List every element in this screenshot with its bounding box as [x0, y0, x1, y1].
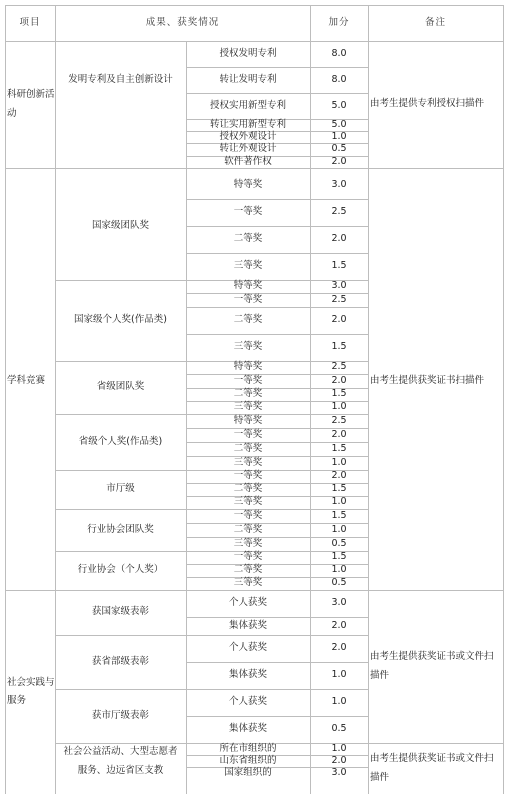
score-value	[310, 617, 368, 635]
group-name	[55, 689, 186, 743]
column-line	[55, 5, 56, 794]
score-value-text: 1.5	[331, 442, 347, 454]
score-value-text: 2.5	[331, 414, 347, 426]
award-label-text: 转让实用新型专利	[209, 118, 286, 130]
award-label-text: 二等奖	[233, 564, 263, 576]
award-label-text: 二等奖	[233, 233, 263, 245]
award-label-text: 三等奖	[233, 456, 263, 468]
award-label-text: 二等奖	[233, 314, 263, 326]
group-name	[55, 509, 186, 551]
note-divider	[368, 743, 503, 744]
score-value-text: 2.5	[331, 206, 347, 218]
award-label-text: 一等奖	[233, 293, 263, 305]
award-label	[186, 767, 310, 780]
group-name-text: 省级个人奖(作品类)	[78, 435, 163, 447]
group-name	[55, 635, 186, 689]
column-line	[310, 5, 311, 794]
score-value	[310, 199, 368, 226]
award-label-text: 三等奖	[233, 537, 263, 549]
score-value-text: 1.5	[331, 551, 347, 563]
award-label-text: 国家组织的	[224, 767, 272, 779]
group-name-text: 社会公益活动、大型志愿者服务、边远省区支教	[63, 746, 178, 776]
award-label	[186, 577, 310, 590]
note-text-text: 由考生提供专利授权扫描件	[370, 98, 485, 110]
note-text-text: 由考生提供获奖证书或文件扫描件	[370, 651, 494, 681]
score-value-text: 1.0	[331, 669, 347, 681]
award-label-text: 特等奖	[233, 179, 263, 191]
score-value	[310, 662, 368, 689]
award-label-text: 个人获奖	[228, 597, 267, 609]
award-label	[186, 156, 310, 168]
award-label-text: 特等奖	[233, 414, 263, 426]
score-value-text: 1.0	[331, 130, 347, 142]
group-name-text: 发明专利及自主创新设计	[68, 73, 173, 85]
score-value-text: 1.0	[331, 523, 347, 535]
award-label-text: 山东省组织的	[219, 754, 277, 766]
column-line	[5, 5, 6, 794]
note-text	[368, 172, 503, 590]
note-text	[368, 743, 503, 794]
award-label-text: 二等奖	[233, 388, 263, 400]
award-label-text: 一等奖	[233, 551, 263, 563]
score-value-text: 2.0	[331, 642, 347, 654]
score-value-text: 1.0	[331, 401, 347, 413]
score-value-text: 8.0	[331, 47, 347, 59]
score-value	[310, 156, 368, 168]
score-value	[310, 253, 368, 280]
award-label-text: 二等奖	[233, 442, 263, 454]
group-name-text: 获省部级表彰	[91, 655, 149, 667]
award-label	[186, 689, 310, 716]
score-value-text: 2.0	[331, 428, 347, 440]
score-value-text: 2.5	[331, 293, 347, 305]
group-name	[55, 551, 186, 590]
score-value-text: 1.0	[331, 696, 347, 708]
score-value-text: 2.0	[331, 155, 347, 167]
score-value-text: 3.0	[331, 767, 347, 779]
group-name	[55, 361, 186, 414]
award-label	[186, 253, 310, 280]
section-divider	[5, 168, 503, 169]
award-label	[186, 590, 310, 617]
group-name	[55, 172, 186, 280]
note-text	[368, 590, 503, 743]
award-label-text: 转让外观设计	[219, 143, 277, 155]
group-name-text: 行业协会（个人奖）	[77, 564, 164, 576]
score-value-text: 2.0	[331, 754, 347, 766]
header-result	[55, 5, 310, 41]
column-line	[186, 41, 187, 794]
score-value-text: 1.0	[331, 456, 347, 468]
award-label	[186, 617, 310, 635]
score-value	[310, 293, 368, 307]
score-value-text: 0.5	[331, 537, 347, 549]
note-text-text: 由考生提供获奖证书或文件扫描件	[370, 753, 494, 783]
award-label-text: 一等奖	[233, 509, 263, 521]
award-label-text: 软件著作权	[224, 155, 272, 167]
award-label-text: 特等奖	[233, 280, 263, 292]
award-label	[186, 172, 310, 199]
score-value	[310, 577, 368, 590]
score-value	[310, 226, 368, 253]
award-label-text: 二等奖	[233, 523, 263, 535]
header-item-text: 项目	[19, 16, 41, 28]
header-score-text: 加分	[328, 16, 350, 28]
group-name-text: 获国家级表彰	[91, 606, 149, 618]
award-label-text: 二等奖	[233, 483, 263, 495]
score-value-text: 2.0	[331, 314, 347, 326]
award-label-text: 一等奖	[233, 374, 263, 386]
award-label-text: 一等奖	[233, 470, 263, 482]
score-value	[310, 334, 368, 361]
award-label-text: 个人获奖	[228, 642, 267, 654]
award-label-text: 三等奖	[233, 496, 263, 508]
award-label-text: 转让发明专利	[219, 73, 277, 85]
group-name-text: 行业协会团队奖	[87, 523, 154, 535]
award-label	[186, 334, 310, 361]
score-value	[310, 307, 368, 334]
award-label-text: 三等奖	[233, 401, 263, 413]
score-value-text: 1.0	[331, 496, 347, 508]
award-label	[186, 199, 310, 226]
header-result-text: 成果、获奖情况	[145, 16, 220, 28]
award-label	[186, 662, 310, 689]
award-label	[186, 41, 310, 67]
group-name	[55, 41, 186, 119]
award-label-text: 授权实用新型专利	[209, 99, 286, 111]
award-label	[186, 293, 310, 307]
group-name-text: 获市厅级表彰	[91, 709, 149, 721]
group-name-text: 国家级团队奖	[91, 219, 149, 231]
award-label-text: 一等奖	[233, 206, 263, 218]
score-value-text: 2.0	[331, 374, 347, 386]
header-note-text: 备注	[424, 16, 446, 28]
award-label	[186, 307, 310, 334]
column-line	[503, 5, 504, 794]
award-label-text: 授权外观设计	[219, 130, 277, 142]
award-label-text: 集体获奖	[228, 669, 267, 681]
score-value-text: 2.0	[331, 233, 347, 245]
score-value-text: 1.5	[331, 260, 347, 272]
award-label	[186, 716, 310, 743]
section-name	[5, 41, 55, 168]
award-label	[186, 67, 310, 93]
group-name-text: 省级团队奖	[96, 381, 145, 393]
award-label-text: 三等奖	[233, 577, 263, 589]
score-value-text: 5.0	[331, 99, 347, 111]
score-value	[310, 590, 368, 617]
score-value-text: 1.5	[331, 341, 347, 353]
header-item	[5, 5, 55, 41]
score-value-text: 0.5	[331, 723, 347, 735]
score-value	[310, 67, 368, 93]
group-name	[55, 470, 186, 509]
score-value-text: 1.0	[331, 564, 347, 576]
score-value-text: 0.5	[331, 577, 347, 589]
group-name	[55, 743, 186, 780]
score-value-text: 0.5	[331, 143, 347, 155]
score-value-text: 8.0	[331, 73, 347, 85]
score-value	[310, 635, 368, 662]
score-value-text: 5.0	[331, 118, 347, 130]
note-text-text: 由考生提供获奖证书扫描件	[370, 374, 485, 386]
score-value	[310, 716, 368, 743]
score-value-text: 2.5	[331, 361, 347, 373]
award-label-text: 三等奖	[233, 341, 263, 353]
score-value	[310, 172, 368, 199]
score-value-text: 3.0	[331, 280, 347, 292]
section-name-text: 科研创新活动	[7, 89, 55, 119]
score-value	[310, 689, 368, 716]
table-top-border	[5, 5, 503, 6]
group-name	[55, 414, 186, 470]
score-value-text: 3.0	[331, 179, 347, 191]
award-label-text: 个人获奖	[228, 696, 267, 708]
score-value-text: 3.0	[331, 597, 347, 609]
award-label	[186, 635, 310, 662]
award-label	[186, 226, 310, 253]
section-name	[5, 172, 55, 590]
award-label-text: 集体获奖	[228, 619, 267, 631]
section-name-text: 学科竞赛	[7, 374, 46, 386]
award-label-text: 集体获奖	[228, 723, 267, 735]
award-label-text: 授权发明专利	[219, 47, 277, 59]
award-label-text: 特等奖	[233, 361, 263, 373]
score-value	[310, 767, 368, 780]
score-value-text: 1.5	[331, 388, 347, 400]
award-label-text: 三等奖	[233, 260, 263, 272]
score-value-text: 1.5	[331, 509, 347, 521]
group-name-text: 国家级个人奖(作品类)	[74, 314, 167, 326]
score-value-text: 1.0	[331, 742, 347, 754]
score-value	[310, 41, 368, 67]
section-name	[5, 590, 55, 794]
section-name-text: 社会实践与服务	[7, 676, 55, 706]
note-text	[368, 41, 503, 168]
award-label-text: 所在市组织的	[219, 742, 277, 754]
group-name-text: 市厅级	[106, 483, 135, 495]
award-label-text: 一等奖	[233, 428, 263, 440]
header-note	[368, 5, 503, 41]
group-name	[55, 590, 186, 635]
score-value-text: 2.0	[331, 470, 347, 482]
score-value-text: 1.5	[331, 483, 347, 495]
group-name	[55, 280, 186, 361]
column-line	[368, 5, 369, 794]
header-divider	[5, 41, 503, 42]
score-value-text: 2.0	[331, 619, 347, 631]
header-score	[310, 5, 368, 41]
